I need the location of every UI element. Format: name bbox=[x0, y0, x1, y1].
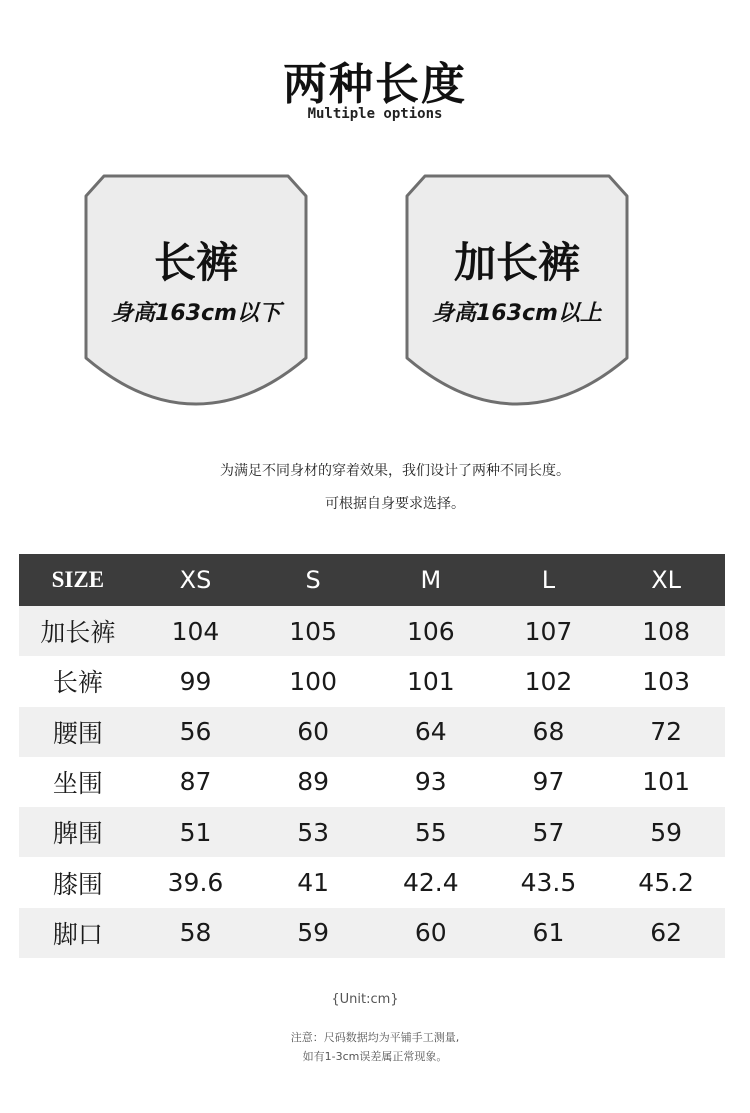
row-label: 腰围 bbox=[19, 707, 137, 757]
table-cell: 62 bbox=[607, 908, 725, 958]
table-cell: 60 bbox=[254, 707, 372, 757]
table-row bbox=[19, 857, 725, 907]
table-row bbox=[19, 757, 725, 807]
footnote-line: 如有1-3cm误差属正常现象。 bbox=[302, 1050, 448, 1063]
table-row bbox=[19, 656, 725, 706]
table-cell: 106 bbox=[372, 606, 490, 656]
table-cell: 97 bbox=[490, 757, 608, 807]
unit-label: {Unit:cm} bbox=[331, 992, 399, 1007]
table-cell: 99 bbox=[137, 656, 255, 706]
table-row bbox=[19, 807, 725, 857]
table-cell: 101 bbox=[372, 656, 490, 706]
option-name: 长裤 bbox=[153, 238, 238, 287]
table-cell: 101 bbox=[607, 757, 725, 807]
table-cell: 51 bbox=[137, 807, 255, 857]
row-label: 坐围 bbox=[19, 757, 137, 807]
table-cell: 39.6 bbox=[137, 857, 255, 907]
size-column-header: M bbox=[372, 554, 490, 606]
size-column-header: L bbox=[490, 554, 608, 606]
table-cell: 102 bbox=[490, 656, 608, 706]
table-cell: 93 bbox=[372, 757, 490, 807]
option-card-regular bbox=[84, 174, 308, 406]
footnote-line: 注意：尺码数据均为平铺手工测量, bbox=[290, 1031, 460, 1044]
table-cell: 72 bbox=[607, 707, 725, 757]
table-cell: 87 bbox=[137, 757, 255, 807]
table-header-row bbox=[19, 554, 725, 606]
table-cell: 56 bbox=[137, 707, 255, 757]
table-cell: 103 bbox=[607, 656, 725, 706]
size-chart-table bbox=[19, 554, 725, 958]
table-cell: 41 bbox=[254, 857, 372, 907]
description-line: 为满足不同身材的穿着效果，我们设计了两种不同长度。 bbox=[220, 463, 570, 479]
size-column-header: XS bbox=[137, 554, 255, 606]
table-cell: 107 bbox=[490, 606, 608, 656]
table-row bbox=[19, 606, 725, 656]
option-name: 加长裤 bbox=[453, 238, 580, 287]
size-column-header: S bbox=[254, 554, 372, 606]
table-cell: 64 bbox=[372, 707, 490, 757]
table-cell: 59 bbox=[254, 908, 372, 958]
table-cell: 58 bbox=[137, 908, 255, 958]
page-subtitle: Multiple options bbox=[307, 106, 443, 122]
table-cell: 57 bbox=[490, 807, 608, 857]
description-line: 可根据自身要求选择。 bbox=[325, 496, 465, 512]
table-row bbox=[19, 908, 725, 958]
row-label: 加长裤 bbox=[19, 606, 137, 656]
table-cell: 43.5 bbox=[490, 857, 608, 907]
option-card-long bbox=[405, 174, 629, 406]
table-cell: 59 bbox=[607, 807, 725, 857]
table-cell: 53 bbox=[254, 807, 372, 857]
row-label: 脾围 bbox=[19, 807, 137, 857]
page-title: 两种长度 bbox=[283, 59, 467, 110]
table-cell: 55 bbox=[372, 807, 490, 857]
table-cell: 45.2 bbox=[607, 857, 725, 907]
table-cell: 105 bbox=[254, 606, 372, 656]
table-cell: 61 bbox=[490, 908, 608, 958]
size-header-label: SIZE bbox=[19, 554, 137, 606]
table-cell: 68 bbox=[490, 707, 608, 757]
table-cell: 42.4 bbox=[372, 857, 490, 907]
option-height-note: 身高163cm以上 bbox=[432, 301, 602, 326]
table-row bbox=[19, 707, 725, 757]
table-cell: 108 bbox=[607, 606, 725, 656]
option-height-note: 身高163cm以下 bbox=[111, 301, 281, 326]
row-label: 膝围 bbox=[19, 857, 137, 907]
table-cell: 104 bbox=[137, 606, 255, 656]
octagon-badge-icon bbox=[405, 174, 629, 406]
octagon-badge-icon bbox=[84, 174, 308, 406]
table-cell: 60 bbox=[372, 908, 490, 958]
row-label: 脚口 bbox=[19, 908, 137, 958]
table-cell: 89 bbox=[254, 757, 372, 807]
size-column-header: XL bbox=[607, 554, 725, 606]
table-cell: 100 bbox=[254, 656, 372, 706]
row-label: 长裤 bbox=[19, 656, 137, 706]
